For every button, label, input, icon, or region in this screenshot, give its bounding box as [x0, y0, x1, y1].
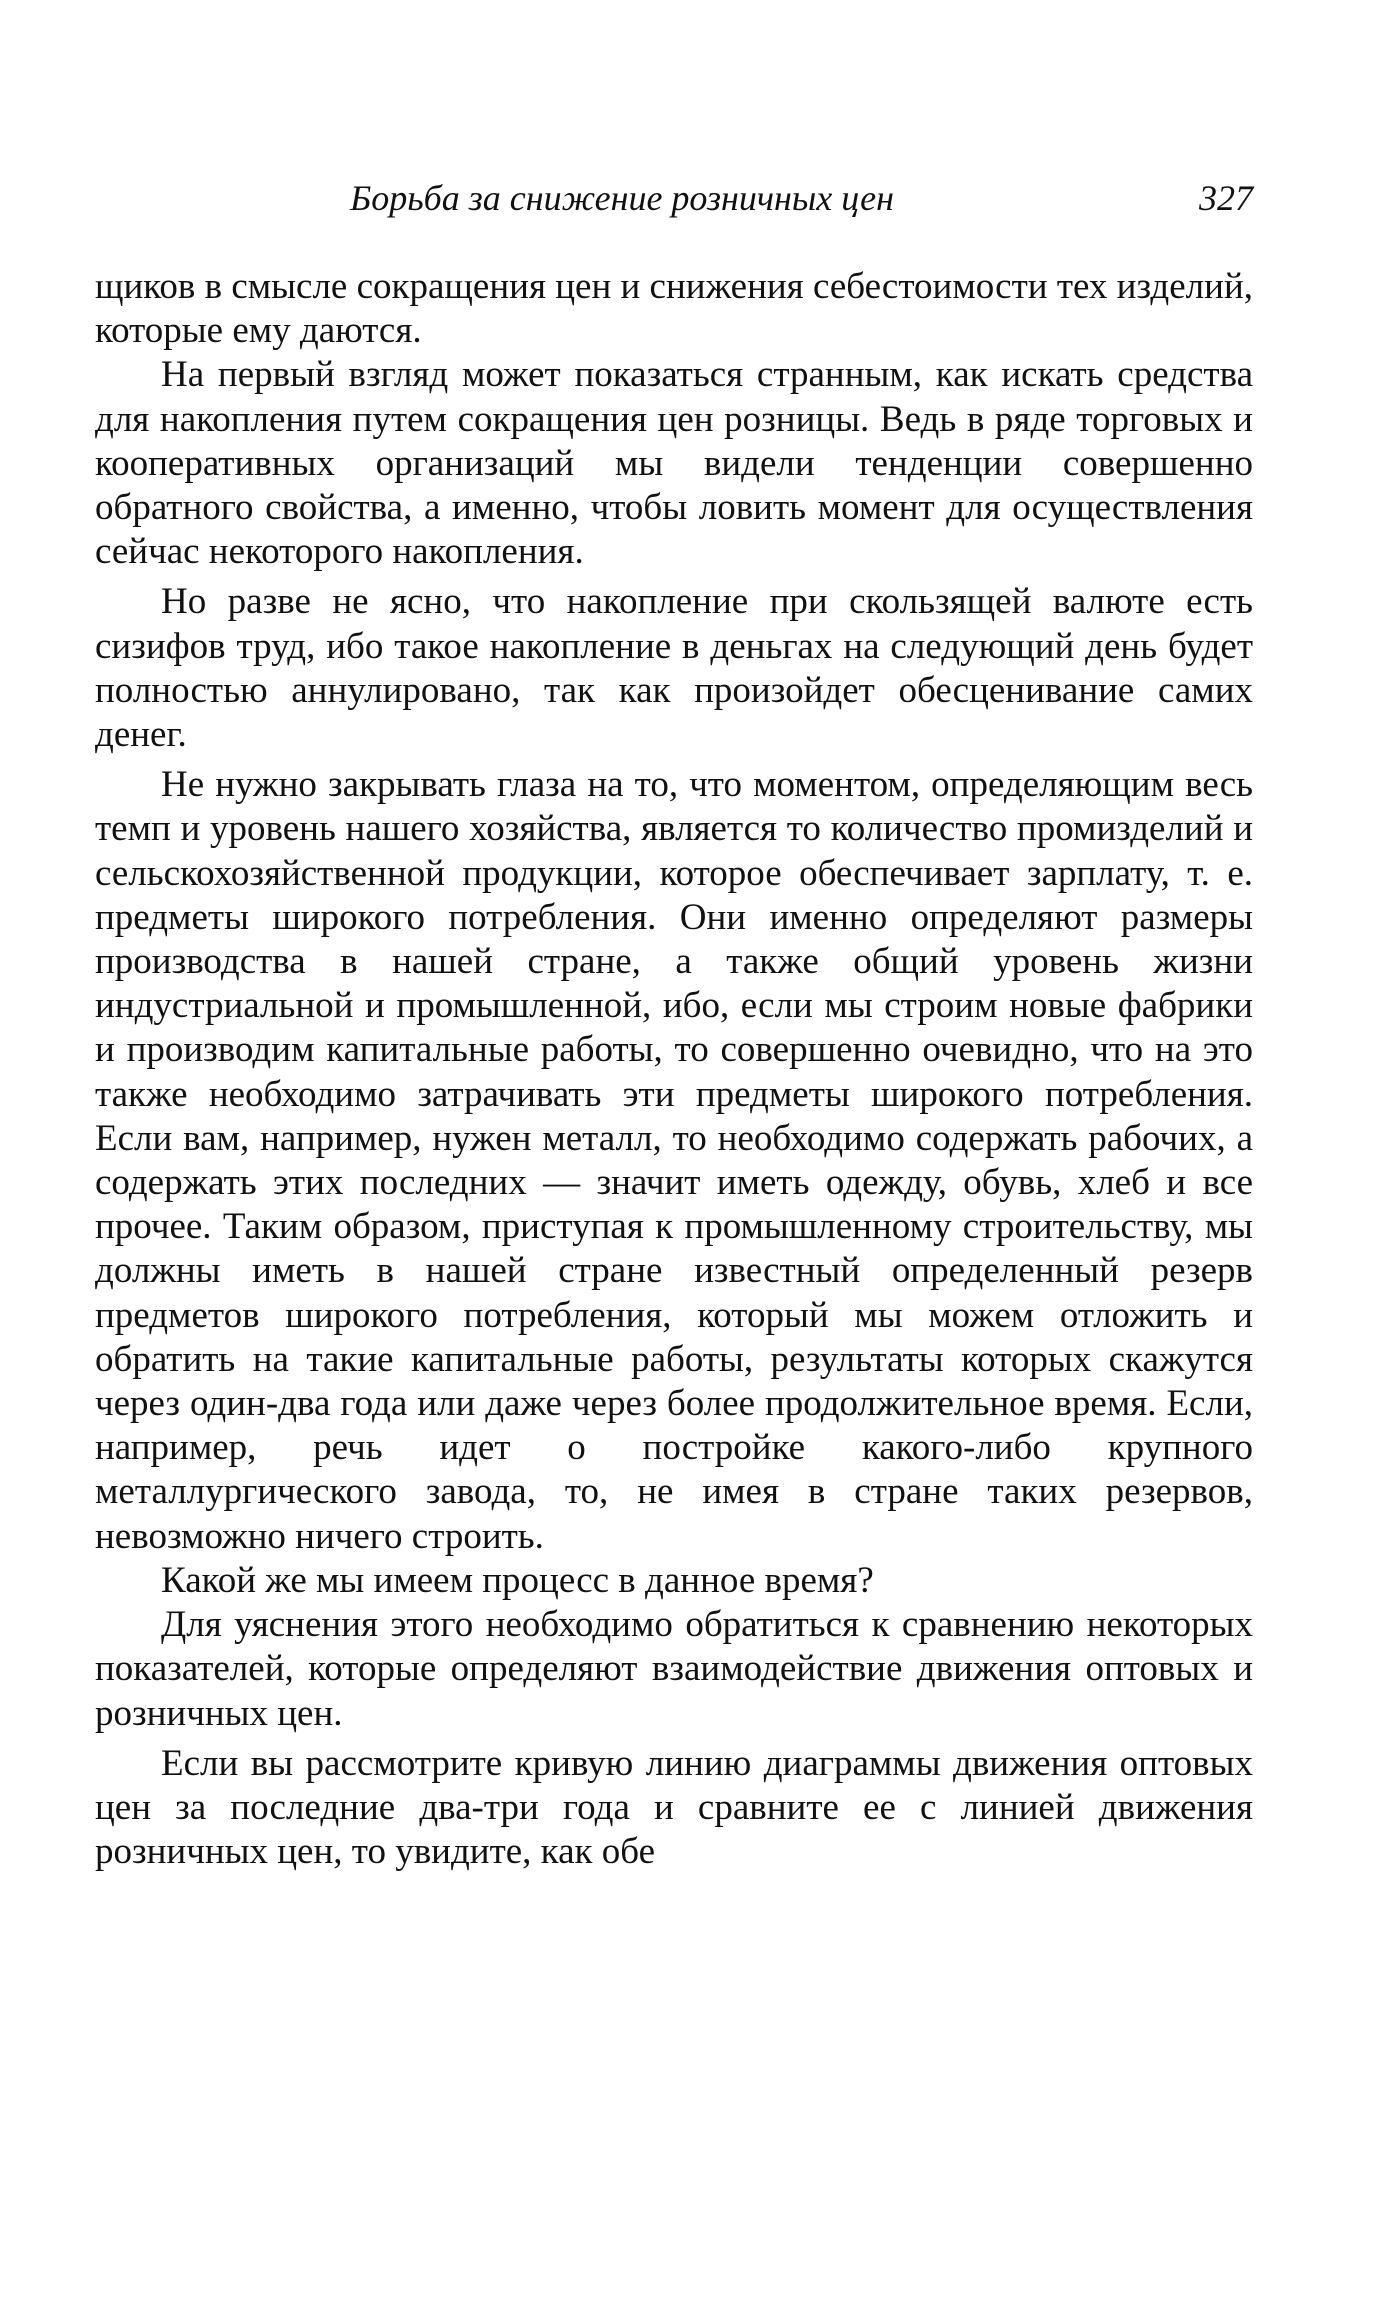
paragraph-price-curves: Если вы рассмотрите кривую линию диаграммы движения оптовых цен за последние два-три года и сравните ее с линией движения розничных цен, то увидите, как обе — [95, 1742, 1253, 1873]
paragraph-consumer-goods: Не нужно закрывать глаза на то, что моментом, определяющим весь темп и уровень нашего хозяйства, является то количество промизделий и сельскохозяйственной продукции, которое обеспечивает зарплату, т. е. предметы широкого потребления. Они именно определяют размеры производства в нашей стране, а также общий уровень жизни индустриальной и промышленной, ибо, если мы строим новые фабрики и производим капитальные работы, то совершенно очевидно, что на это также необходимо затрачивать эти предметы широкого потребления. Если вам, например, нужен металл, то необходимо содержать рабочих, а содержать этих последних — значит иметь одежду, обувь, хлеб и все прочее. Таким образом, приступая к промышленному строительству, мы должны иметь в нашей стране известный определенный резерв предметов широкого потребления, который мы можем отложить и обратить на такие капитальные работы, результаты которых скажутся через один-два года или даже через более продолжительное время. Если, например, речь идет о постройке какого-либо крупного металлургического завода, то, не имея в стране таких резервов, невозможно ничего строить. — [95, 764, 1253, 1557]
running-head — [95, 168, 1253, 228]
body-text — [95, 265, 1253, 1874]
page-number: 327 — [1199, 178, 1253, 218]
paragraph-question: Какой же мы имеем процесс в данное время? — [161, 1559, 874, 1601]
paragraph-accumulation: На первый взгляд может показаться странным, как искать средства для накопления путем сокращения цен розницы. Ведь в ряде торговых и кооперативных организаций мы видели тенденции совершенно обратного свойства, а именно, чтобы ловить момент для осуществления сейчас некоторого накопления. — [95, 354, 1253, 573]
paragraph-continuation: щиков в смысле сокращения цен и снижения себестоимости тех изделий, которые ему даются. — [95, 266, 1253, 352]
running-title: Борьба за снижение розничных цен — [350, 178, 894, 218]
paragraph-comparison: Для уяснения этого необходимо обратиться к сравнению некоторых показателей, которые определяют взаимодействие движения оптовых и розничных цен. — [95, 1604, 1253, 1734]
paragraph-sliding-currency: Но разве не ясно, что накопление при скользящей валюте есть сизифов труд, ибо такое накопление в деньгах на следующий день будет полностью аннулировано, так как произойдет обесценивание самих денег. — [95, 581, 1253, 756]
